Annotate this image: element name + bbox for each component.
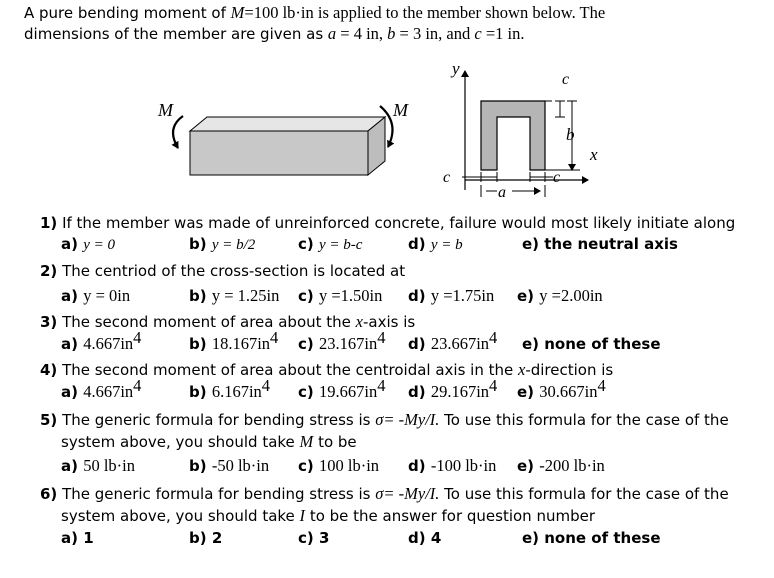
question-4: 4) The second moment of area about the centroidal axis in the x-direction is bbox=[40, 360, 614, 379]
cross-section bbox=[481, 101, 545, 170]
dim-c-top-label: c bbox=[562, 71, 570, 88]
dim-c-left-label: c bbox=[443, 169, 451, 186]
question-6: 6) The generic formula for bending stress is σ= -My/I. To use this formula for the case of the bbox=[40, 484, 729, 503]
q5-option-c: c) 100 lb·in bbox=[298, 456, 380, 475]
q3-option-e: e) none of these bbox=[522, 335, 661, 353]
member-figure bbox=[0, 0, 774, 210]
q3-option-b: b) $18.167in^4$ bbox=[189, 328, 279, 353]
q4-option-b: b) $6.167in^4$ bbox=[189, 376, 271, 401]
question-6-line-2: system above, you should take I to be the answer for question number bbox=[61, 506, 595, 525]
dim-a bbox=[481, 185, 545, 197]
q1-option-a: a) y = 0 bbox=[61, 235, 115, 253]
q3-option-a: a) $4.667in^4$ bbox=[61, 328, 142, 353]
dim-c-right-label: c bbox=[553, 169, 561, 186]
q6-option-c: c) 3 bbox=[298, 529, 330, 547]
dim-b-label: b bbox=[566, 125, 575, 144]
intro-line-2: dimensions of the member are given as a = 4 in, b = 3 in, and c =1 in. bbox=[24, 24, 525, 43]
q5-option-a: a) 50 lb·in bbox=[61, 456, 135, 475]
q2-option-c: c) y =1.50in bbox=[298, 286, 383, 305]
q3-option-c: c) $23.167in^4$ bbox=[298, 328, 386, 353]
dim-b bbox=[545, 101, 580, 170]
q4-option-d: d) $29.167in^4$ bbox=[408, 376, 498, 401]
question-5: 5) The generic formula for bending stress is σ= -My/I. To use this formula for the case of the bbox=[40, 410, 729, 429]
question-1: 1) If the member was made of unreinforced concrete, failure would most likely initiate along bbox=[40, 214, 736, 232]
q5-option-b: b) -50 lb·in bbox=[189, 456, 270, 475]
intro-line-1: A pure bending moment of M=100 lb·in is applied to the member shown below. The bbox=[24, 3, 606, 22]
q4-option-a: a) $4.667in^4$ bbox=[61, 376, 142, 401]
dim-c-top bbox=[545, 101, 565, 117]
q1-option-b: b) y = b/2 bbox=[189, 235, 256, 253]
q2-option-e: e) y =2.00in bbox=[517, 286, 603, 305]
q3-option-d: d) $23.667in^4$ bbox=[408, 328, 498, 353]
moment-arrow-left bbox=[173, 116, 183, 148]
question-5-line-2: system above, you should take M to be bbox=[61, 432, 357, 451]
beam-member bbox=[190, 117, 385, 175]
dim-a-label: a bbox=[498, 184, 506, 201]
x-axis-label: x bbox=[590, 145, 598, 164]
q5-option-d: d) -100 lb·in bbox=[408, 456, 497, 475]
q2-option-a: a) y = 0in bbox=[61, 286, 131, 305]
y-axis-label: y bbox=[452, 59, 460, 78]
moment-label-left: M bbox=[158, 100, 173, 120]
q2-option-d: d) y =1.75in bbox=[408, 286, 495, 305]
q1-option-e: e) the neutral axis bbox=[522, 235, 678, 253]
question-2: 2) The centriod of the cross-section is located at bbox=[40, 262, 406, 280]
q6-option-b: b) 2 bbox=[189, 529, 223, 547]
q6-option-a: a) 1 bbox=[61, 529, 94, 547]
q4-option-e: e) $30.667in^4$ bbox=[517, 376, 606, 401]
q6-option-e: e) none of these bbox=[522, 529, 661, 547]
q1-option-c: c) y = b-c bbox=[298, 235, 363, 253]
question-3: 3) The second moment of area about the x-axis is bbox=[40, 312, 416, 331]
q5-option-e: e) -200 lb·in bbox=[517, 456, 605, 475]
q6-option-d: d) 4 bbox=[408, 529, 442, 547]
q2-option-b: b) y = 1.25in bbox=[189, 286, 280, 305]
moment-label-right: M bbox=[393, 100, 408, 120]
q4-option-c: c) $19.667in^4$ bbox=[298, 376, 386, 401]
q1-option-d: d) y = b bbox=[408, 235, 463, 253]
